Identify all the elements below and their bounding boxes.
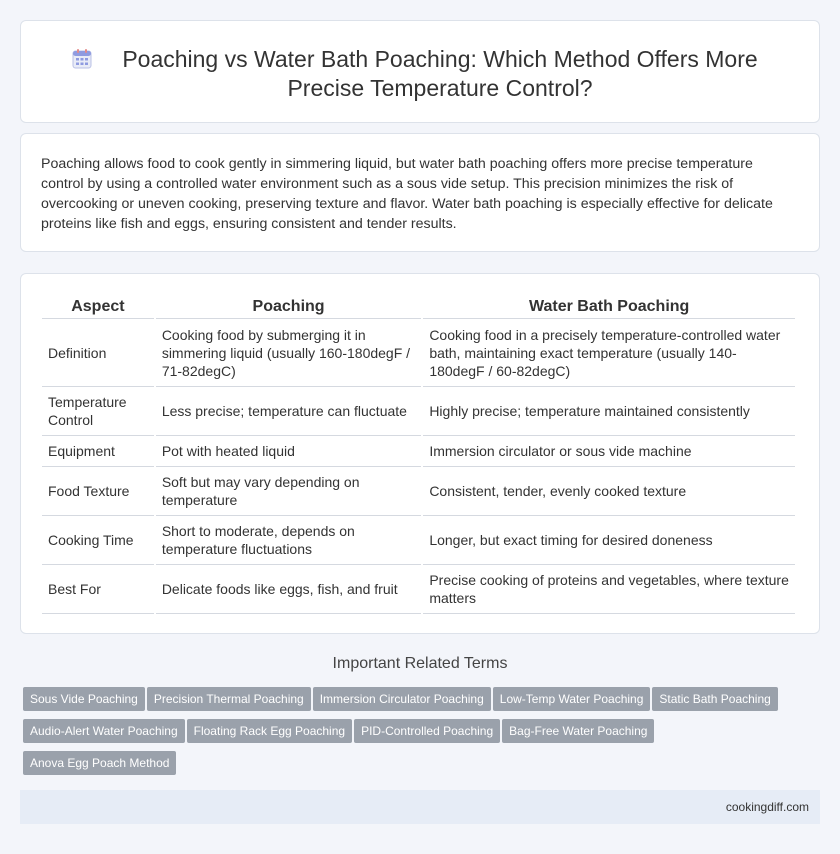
column-header-water-bath: Water Bath Poaching (423, 295, 795, 319)
title-card (20, 20, 820, 123)
row-water-bath: Immersion circulator or sous vide machine (423, 436, 795, 467)
table-row (42, 565, 795, 614)
footer-site[interactable]: cookingdiff.com (725, 800, 809, 814)
intro-paragraph: Poaching allows food to cook gently in simmering liquid, but water bath poaching offers more precise temperature control by using a controlled water environment such as a sous vide setup. This precision minimizes the risk of overcooking or uneven cooking, preserving texture and flavor. Water bath poaching is especially effective for delicate proteins like fish and eggs, ensuring consistent and tender results. (41, 156, 773, 232)
row-aspect: Equipment (42, 436, 154, 467)
row-water-bath: Consistent, tender, evenly cooked texture (423, 467, 795, 516)
term-tag[interactable]: Sous Vide Poaching (23, 687, 145, 711)
table-header-row (42, 295, 795, 319)
row-aspect: Temperature Control (42, 387, 154, 436)
row-poaching: Pot with heated liquid (156, 436, 422, 467)
row-water-bath: Cooking food in a precisely temperature-controlled water bath, maintaining exact temperature (usually 140-180degF / 60-82degC) (423, 319, 795, 387)
table-row (42, 516, 795, 565)
term-tag[interactable]: Precision Thermal Poaching (147, 687, 311, 711)
column-header-poaching: Poaching (156, 295, 422, 319)
row-poaching: Soft but may vary depending on temperature (156, 467, 422, 516)
term-tag[interactable]: PID-Controlled Poaching (354, 719, 500, 743)
related-terms-list (23, 687, 823, 783)
row-water-bath: Highly precise; temperature maintained consistently (423, 387, 795, 436)
table-row (42, 319, 795, 387)
row-poaching: Delicate foods like eggs, fish, and fruit (156, 565, 422, 614)
comparison-card (20, 273, 820, 634)
term-tag[interactable]: Audio-Alert Water Poaching (23, 719, 185, 743)
row-poaching: Short to moderate, depends on temperature fluctuations (156, 516, 422, 565)
table-row (42, 436, 795, 467)
row-aspect: Best For (42, 565, 154, 614)
page-title: Poaching vs Water Bath Poaching: Which Method Offers More Precise Temperature Control? (122, 46, 758, 101)
related-terms-heading: Important Related Terms (332, 655, 508, 672)
comparison-table (40, 295, 797, 614)
term-tag[interactable]: Floating Rack Egg Poaching (187, 719, 352, 743)
row-aspect: Food Texture (42, 467, 154, 516)
term-tag[interactable]: Immersion Circulator Poaching (313, 687, 491, 711)
footer (20, 790, 820, 824)
row-poaching: Less precise; temperature can fluctuate (156, 387, 422, 436)
row-water-bath: Longer, but exact timing for desired doneness (423, 516, 795, 565)
row-aspect: Definition (42, 319, 154, 387)
title-wrap (21, 45, 819, 103)
term-tag[interactable]: Bag-Free Water Poaching (502, 719, 654, 743)
row-poaching: Cooking food by submerging it in simmering liquid (usually 160-180degF / 71-82degC) (156, 319, 422, 387)
row-aspect: Cooking Time (42, 516, 154, 565)
term-tag[interactable]: Anova Egg Poach Method (23, 751, 176, 775)
table-row (42, 387, 795, 436)
table-row (42, 467, 795, 516)
column-header-aspect: Aspect (42, 295, 154, 319)
row-water-bath: Precise cooking of proteins and vegetables, where texture matters (423, 565, 795, 614)
term-tag[interactable]: Static Bath Poaching (652, 687, 777, 711)
intro-card (20, 133, 820, 252)
term-tag[interactable]: Low-Temp Water Poaching (493, 687, 651, 711)
